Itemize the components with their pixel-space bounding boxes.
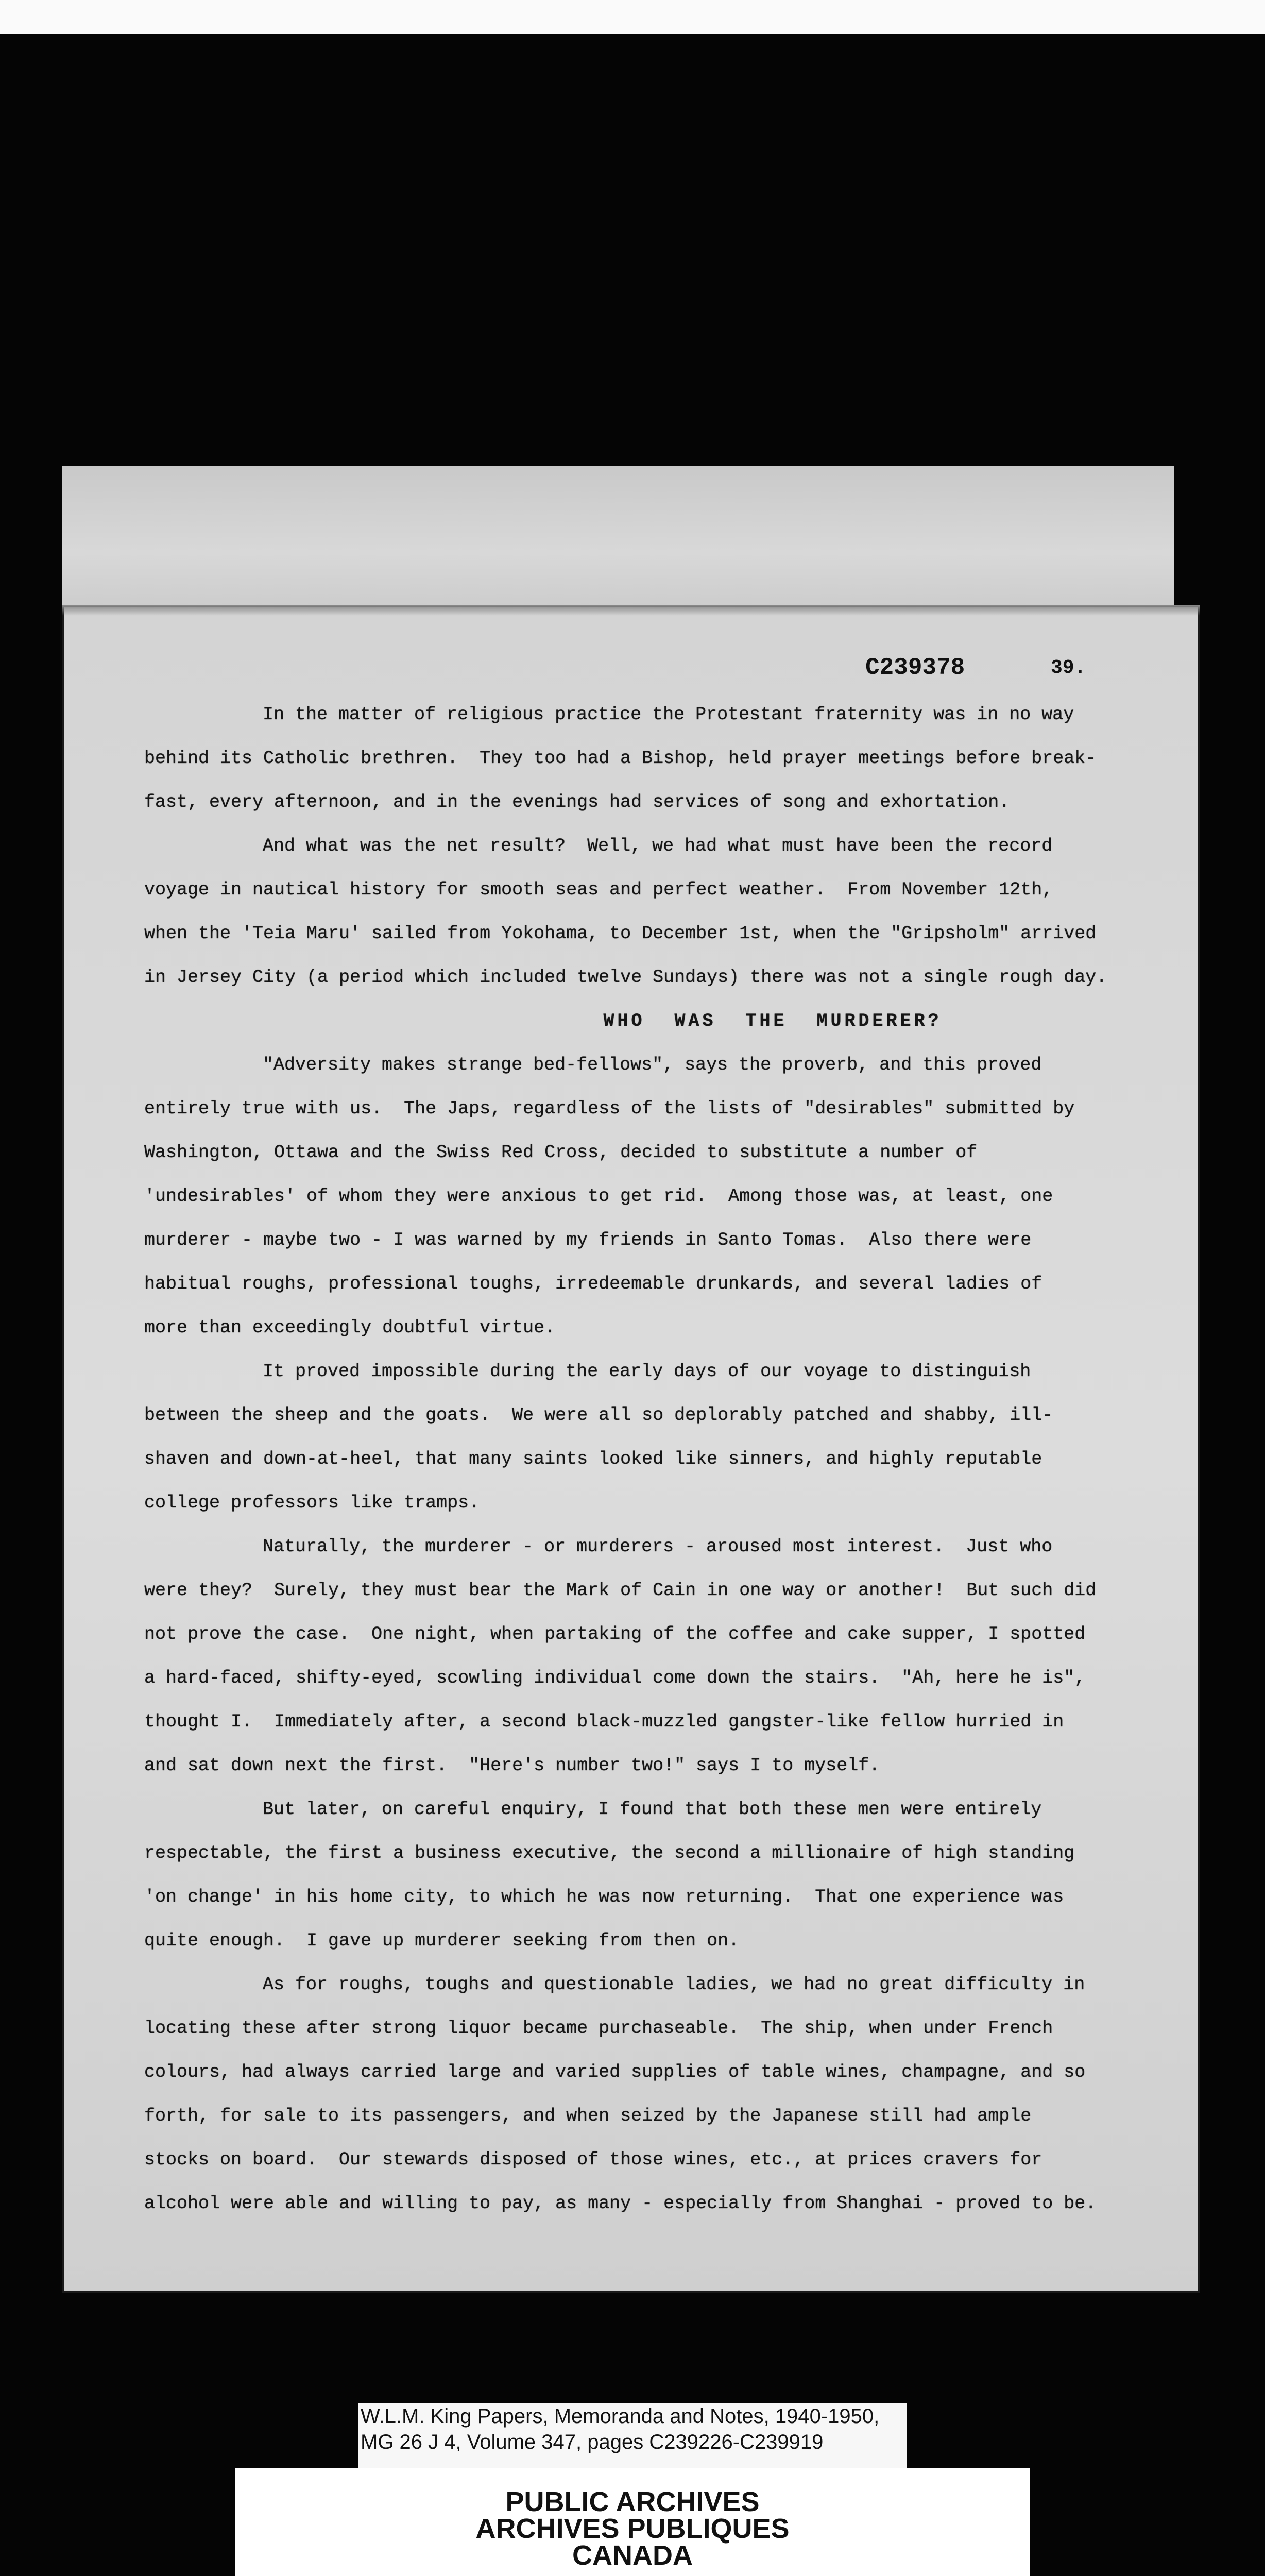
archives-line: PUBLIC ARCHIVES (505, 2486, 760, 2517)
text-line: habitual roughs, professional toughs, irredeemable drunkards, and several ladies of (144, 1274, 1042, 1294)
text-line: In the matter of religious practice the Protestant fraternity was in no way (263, 704, 1074, 725)
text-line: quite enough. I gave up murderer seeking from then on. (144, 1930, 740, 1951)
text-line: And what was the net result? Well, we had what must have been the record (263, 836, 1053, 856)
archives-line: ARCHIVES PUBLIQUES (475, 2513, 790, 2544)
text-line: 'on change' in his home city, to which he was now returning. That one experience was (144, 1887, 1064, 1907)
archives-line: CANADA (572, 2540, 693, 2571)
text-line: colours, had always carried large and varied supplies of table wines, champagne, and so (144, 2062, 1086, 2082)
text-line: when the 'Teia Maru' sailed from Yokohama, to December 1st, when the "Gripsholm" arrived (144, 923, 1097, 944)
text-line: But later, on careful enquiry, I found that both these men were entirely (263, 1799, 1042, 1820)
text-line: murderer - maybe two - I was warned by my friends in Santo Tomas. Also there were (144, 1230, 1032, 1250)
text-line: shaven and down-at-heel, that many saints looked like sinners, and highly reputable (144, 1449, 1042, 1469)
document-page (62, 605, 1200, 2293)
text-line: alcohol were able and willing to pay, as many - especially from Shanghai - proved to be. (144, 2193, 1097, 2214)
text-line: "Adversity makes strange bed-fellows", says the proverb, and this proved (263, 1055, 1042, 1075)
document-id: C239378 (865, 654, 965, 681)
text-line: Naturally, the murderer - or murderers - aroused most interest. Just who (263, 1536, 1053, 1557)
archives-stamp (235, 2488, 1030, 2569)
text-line: It proved impossible during the early days of our voyage to distinguish (263, 1361, 1031, 1382)
text-line: and sat down next the first. "Here's number two!" says I to myself. (144, 1755, 880, 1776)
text-line: respectable, the first a business executive, the second a millionaire of high standing (144, 1843, 1075, 1863)
section-heading: WHO WAS THE MURDERER? (603, 1011, 942, 1031)
footer-left-notch (235, 2403, 358, 2468)
text-line: Washington, Ottawa and the Swiss Red Cross, decided to substitute a number of (144, 1142, 978, 1163)
text-line: college professors like tramps. (144, 1493, 480, 1513)
text-line: locating these after strong liquor became purchaseable. The ship, when under French (144, 2018, 1053, 2039)
page-edge-shadow (62, 605, 1200, 616)
citation-text (361, 2403, 927, 2455)
text-line: not prove the case. One night, when partaking of the coffee and cake supper, I spotted (144, 1624, 1086, 1645)
text-line: were they? Surely, they must bear the Mark of Cain in one way or another! But such did (144, 1580, 1097, 1601)
text-line: entirely true with us. The Japs, regardless of the lists of "desirables" submitted by (144, 1098, 1075, 1119)
text-line: fast, every afternoon, and in the evenings had services of song and exhortation. (144, 792, 1010, 812)
text-line: forth, for sale to its passengers, and when seized by the Japanese still had ample (144, 2106, 1032, 2126)
text-line: a hard-faced, shifty-eyed, scowling individual come down the stairs. "Ah, here he is", (144, 1668, 1086, 1688)
text-line: stocks on board. Our stewards disposed of those wines, etc., at prices cravers for (144, 2149, 1042, 2170)
text-line: more than exceedingly doubtful virtue. (144, 1317, 556, 1338)
scan-top-border (0, 0, 1265, 34)
text-line: As for roughs, toughs and questionable ladies, we had no great difficulty in (263, 1974, 1085, 1995)
text-line: behind its Catholic brethren. They too had a Bishop, held prayer meetings before break- (144, 748, 1097, 769)
citation-line: MG 26 J 4, Volume 347, pages C239226-C239919 (361, 2431, 824, 2453)
typed-text-body (144, 693, 1154, 2226)
page-number: 39. (1051, 657, 1086, 679)
text-line: thought I. Immediately after, a second black-muzzled gangster-like fellow hurried in (144, 1711, 1064, 1732)
citation-line: W.L.M. King Papers, Memoranda and Notes, 1940-1950, (361, 2405, 880, 2428)
text-line: between the sheep and the goats. We were all so deplorably patched and shabby, ill- (144, 1405, 1053, 1426)
text-line: voyage in nautical history for smooth seas and perfect weather. From November 12th, (144, 879, 1053, 900)
text-line: 'undesirables' of whom they were anxious to get rid. Among those was, at least, one (144, 1186, 1053, 1207)
text-line: in Jersey City (a period which included twelve Sundays) there was not a single rough day. (144, 967, 1107, 988)
